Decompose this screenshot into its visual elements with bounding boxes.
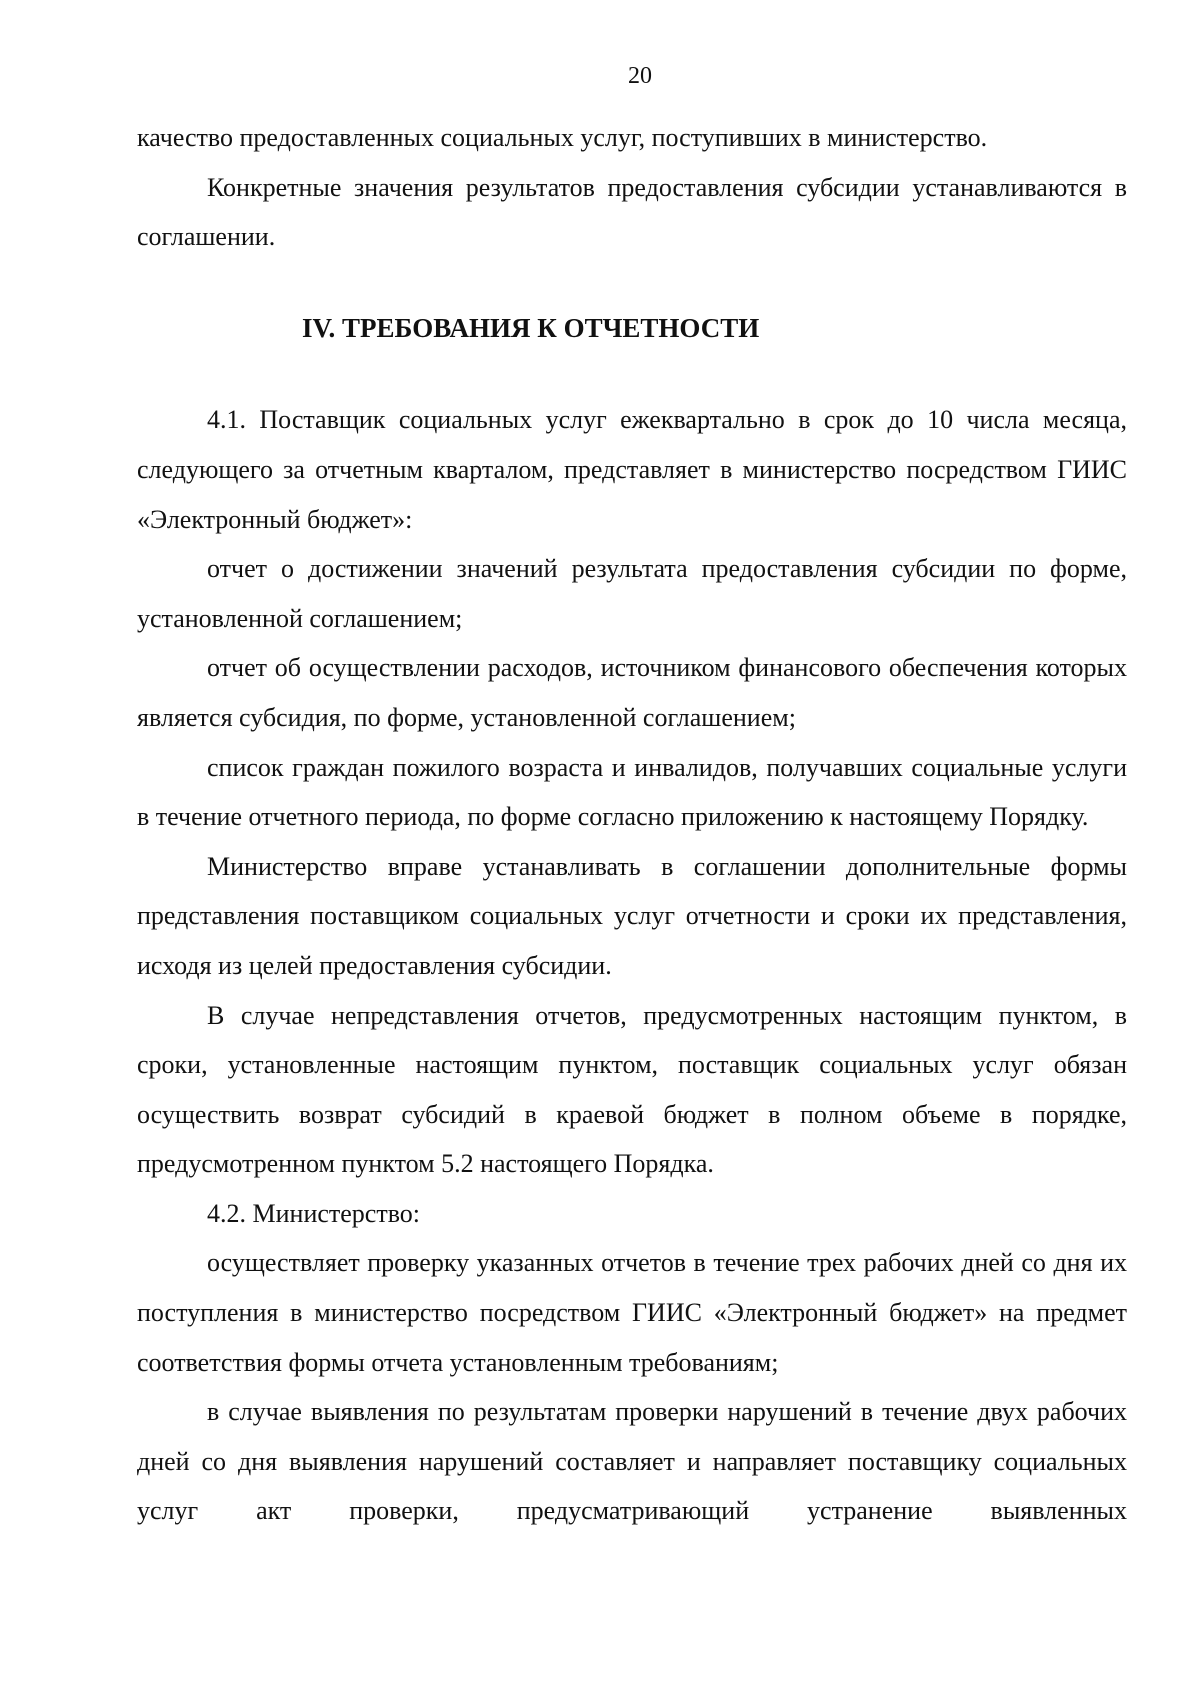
paragraph-report-expenses: отчет об осуществлении расходов, источником финансового обеспечения которых является субсидия, по форме, установленной соглашением; [137, 653, 1127, 732]
page-number: 20 [628, 63, 652, 89]
paragraph-4-1: 4.1. Поставщик социальных услуг ежеквартально в срок до 10 числа месяца, следующего за отчетным кварталом, представляет в министерство посредством ГИИС «Электронный бюджет»: [137, 405, 1127, 534]
paragraph-non-submission: В случае непредставления отчетов, предусмотренных настоящим пунктом, в сроки, установленные настоящим пунктом, поставщик социальных услуг обязан осуществить возврат субсидий в краевой бюджет в полном объеме в порядке, предусмотренном пунктом 5.2 настоящего Порядка. [137, 1000, 1127, 1179]
paragraph-results-values: Конкретные значения результатов предоставления субсидии устанавливаются в соглашении. [137, 172, 1127, 252]
paragraph-citizens-list: список граждан пожилого возраста и инвалидов, получавших социальные услуги в течение отчетного периода, по форме согласно приложению к настоящему Порядку. [137, 752, 1127, 832]
document-body [137, 113, 1127, 1536]
paragraph-continuation: качество предоставленных социальных услуг, поступивших в министерство. [137, 123, 988, 152]
paragraph-report-results: отчет о достижении значений результата предоставления субсидии по форме, установленной соглашением; [137, 554, 1127, 633]
paragraph-additional-forms: Министерство вправе устанавливать в соглашении дополнительные формы представления поставщиком социальных услуг отчетности и сроки их представления, исходя из целей предоставления субсидии. [137, 851, 1127, 980]
paragraph-verification: осуществляет проверку указанных отчетов в течение трех рабочих дней со дня их поступления в министерство посредством ГИИС «Электронный бюджет» на предмет соответствия формы отчета установленным требованиям; [137, 1248, 1127, 1377]
paragraph-violations: в случае выявления по результатам проверки нарушений в течение двух рабочих дней со дня выявления нарушений составляет и направляет поставщику социальных услуг акт проверки, предусматривающий устранение выявленных [137, 1397, 1127, 1526]
section-heading: IV. ТРЕБОВАНИЯ К ОТЧЕТНОСТИ [302, 312, 760, 343]
paragraph-4-2: 4.2. Министерство: [207, 1198, 421, 1228]
